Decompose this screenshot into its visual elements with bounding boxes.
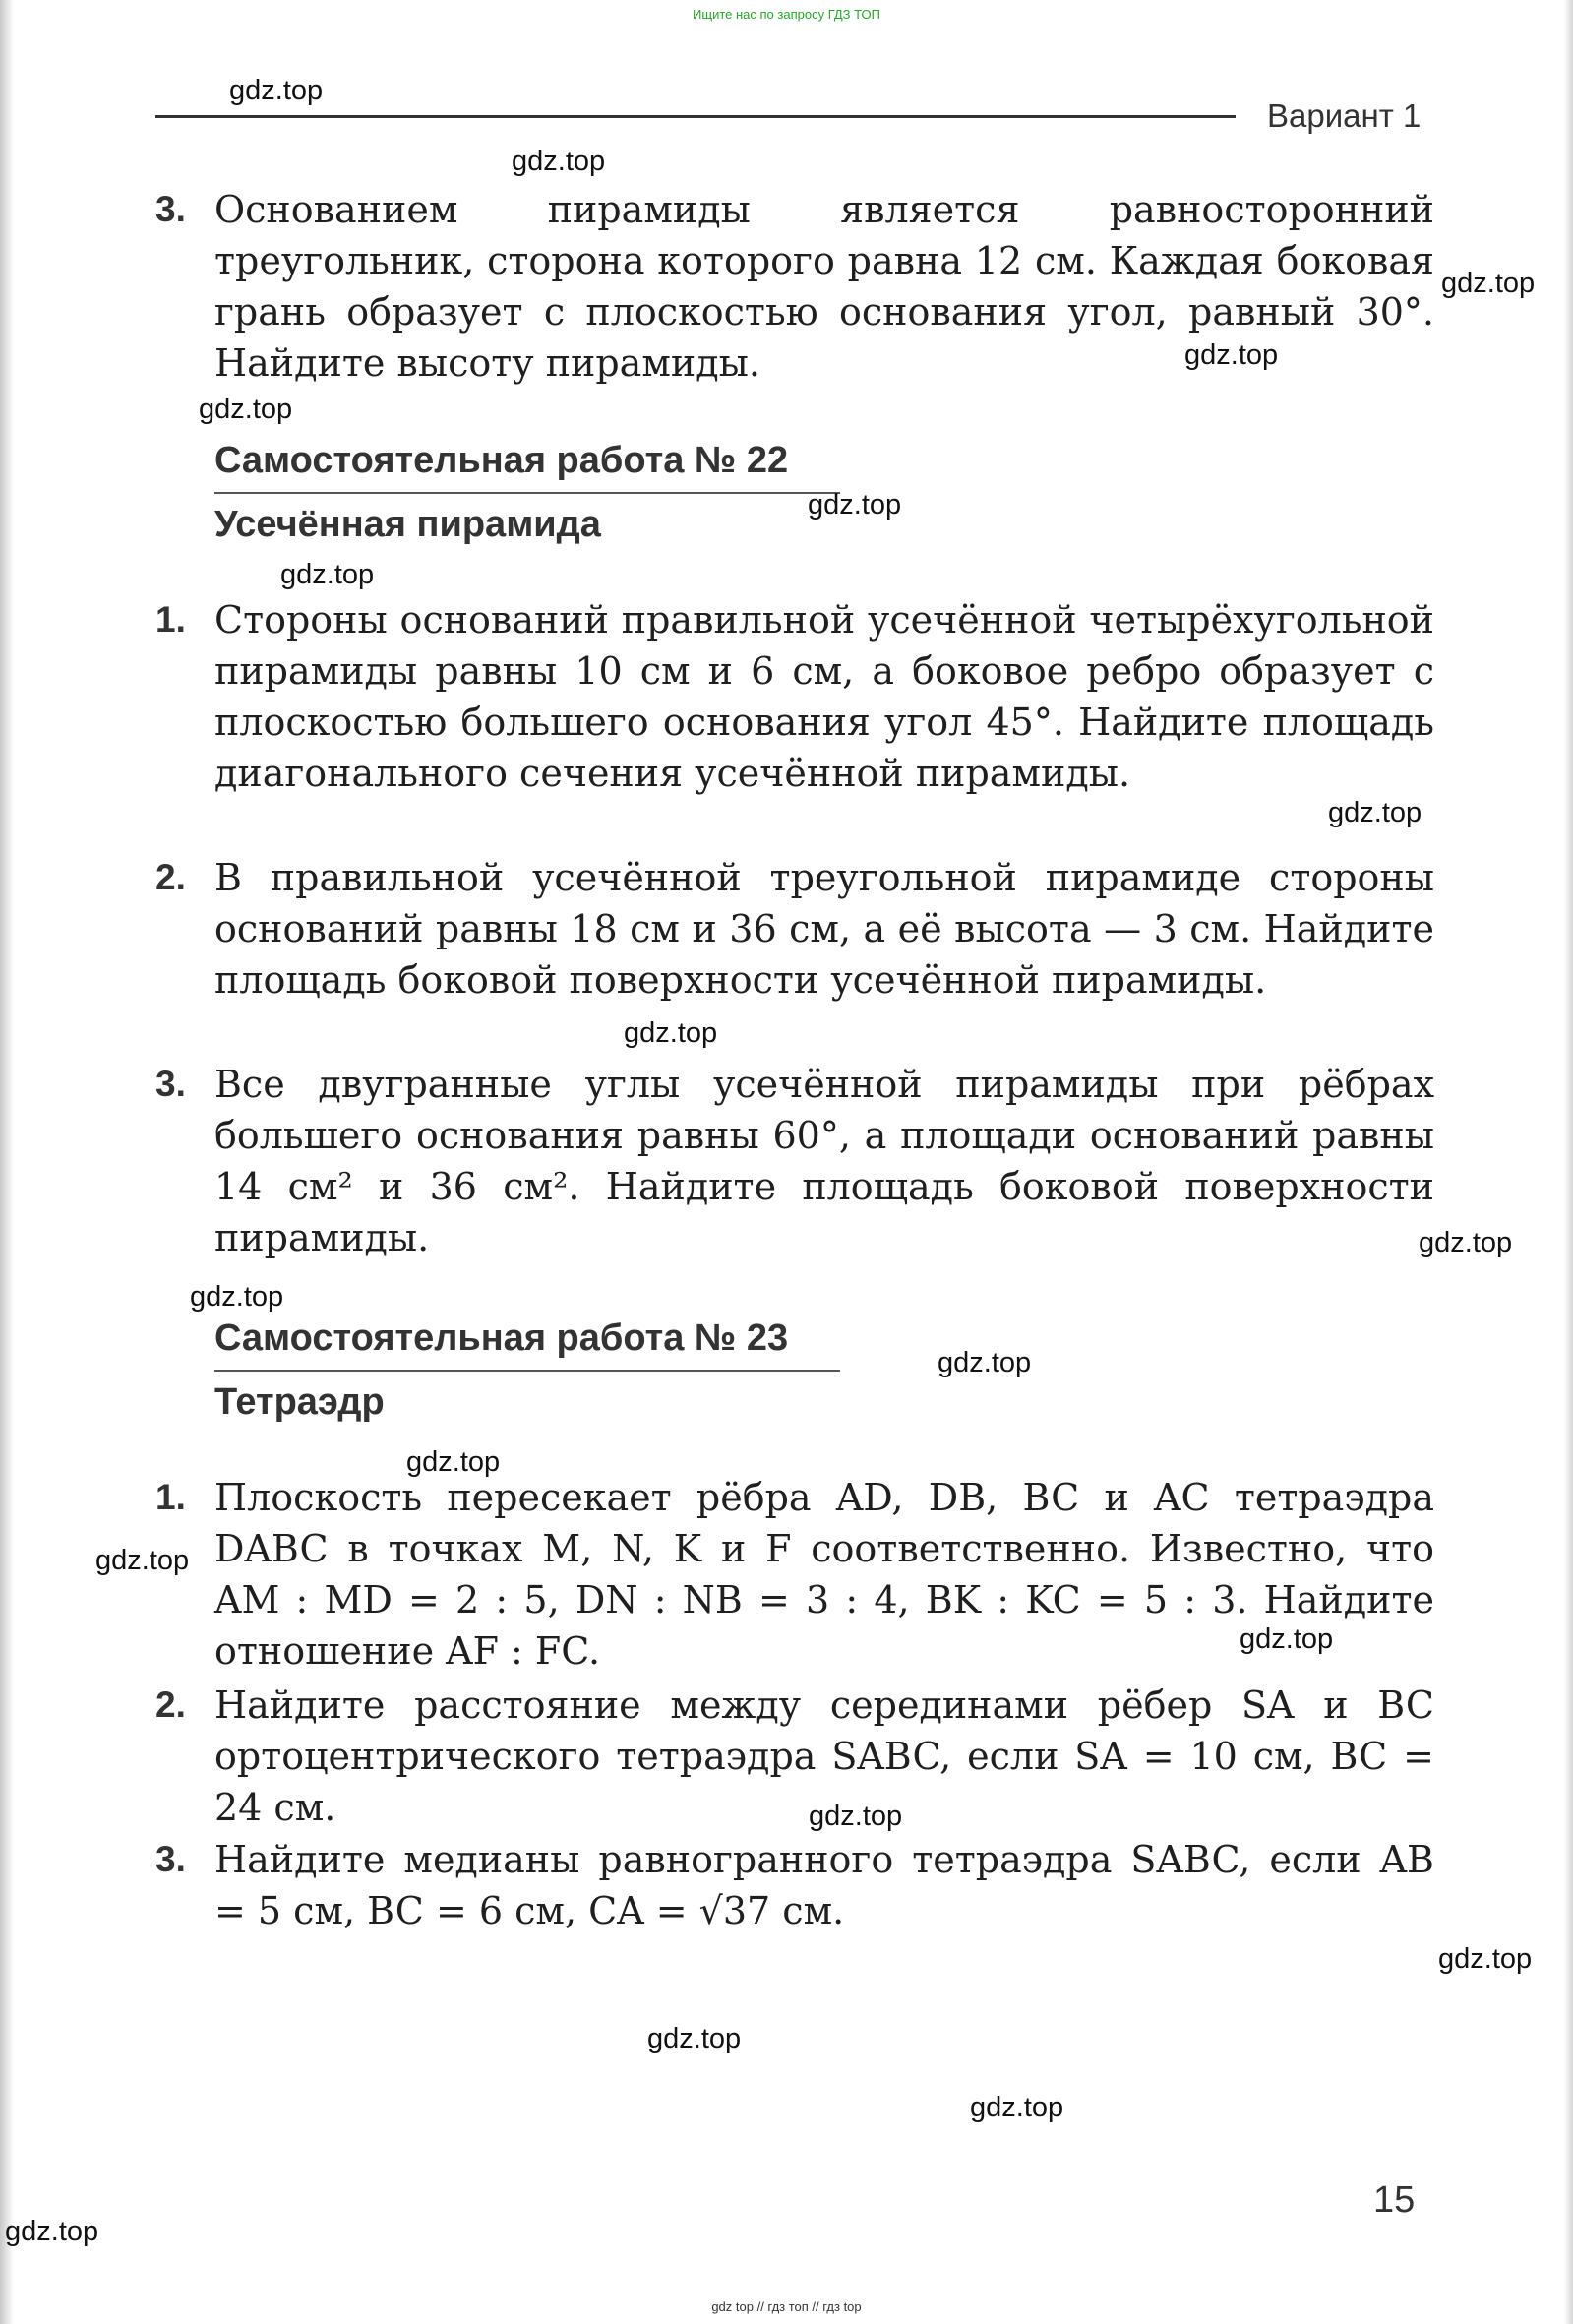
task-text: Основанием пирамиды является равносторонний треугольник, сторона которого равна 12 см. Каждая боковая грань образует с плоскостью основания угол, равный 30°. Найдите высоту пирамиды. bbox=[214, 188, 1434, 385]
watermark: gdz.top bbox=[808, 489, 902, 520]
watermark: gdz.top bbox=[95, 1545, 190, 1576]
variant-label: Вариант 1 bbox=[1267, 97, 1422, 134]
top-banner: Ищите нас по запросу ГДЗ ТОП bbox=[693, 7, 880, 22]
watermark: gdz.top bbox=[406, 1446, 501, 1478]
s22-task-2 bbox=[155, 852, 1434, 1006]
task-text: Найдите медианы равногранного тетраэдра SABC, если AB = 5 см, BC = 6 см, CA = √37 см. bbox=[214, 1838, 1434, 1932]
header-rule bbox=[155, 115, 1236, 118]
watermark: gdz.top bbox=[970, 2092, 1064, 2123]
section-22-topic: Усечённая пирамида bbox=[214, 504, 601, 545]
s22-task-1 bbox=[155, 594, 1434, 799]
watermark: gdz.top bbox=[190, 1281, 284, 1313]
task-number: 3. bbox=[155, 1064, 186, 1104]
task-number: 3. bbox=[155, 189, 186, 229]
watermark: gdz.top bbox=[280, 559, 375, 590]
task-number: 2. bbox=[155, 1684, 186, 1725]
bottom-banner: gdz top // гдз топ // гдз top bbox=[711, 2299, 862, 2314]
task-text: Стороны оснований правильной усечённой четырёхугольной пирамиды равны 10 см и 6 см, а боковое ребро образует с плоскостью большего основания угол 45°. Найдите площадь диагонального сечения усечённой пирамиды. bbox=[214, 598, 1434, 795]
watermark: gdz.top bbox=[1438, 1943, 1533, 1975]
watermark: gdz.top bbox=[1441, 268, 1536, 299]
watermark: gdz.top bbox=[624, 1017, 718, 1049]
task-number: 1. bbox=[155, 599, 186, 640]
section-23-rule bbox=[214, 1370, 840, 1372]
task-text: Все двугранные углы усечённой пирамиды при рёбрах большего основания равны 60°, а площади оснований равны 14 см² и 36 см². Найдите площадь боковой поверхности пирамиды. bbox=[214, 1063, 1434, 1259]
page-number: 15 bbox=[1373, 2179, 1416, 2221]
watermark: gdz.top bbox=[647, 2023, 742, 2054]
watermark: gdz.top bbox=[1419, 1227, 1513, 1258]
task-number: 3. bbox=[155, 1839, 186, 1879]
watermark: gdz.top bbox=[938, 1347, 1032, 1378]
section-23-title: Самостоятельная работа № 23 bbox=[214, 1317, 789, 1359]
s22-task-3 bbox=[155, 1059, 1434, 1263]
watermark: gdz.top bbox=[512, 146, 606, 177]
task-number: 1. bbox=[155, 1477, 186, 1517]
watermark: gdz.top bbox=[5, 2216, 99, 2247]
task-number: 2. bbox=[155, 857, 186, 897]
s23-task-2 bbox=[155, 1680, 1434, 1833]
s23-task-3 bbox=[155, 1834, 1434, 1936]
task-text: Найдите расстояние между серединами рёбер SA и BC ортоцентрического тетраэдра SABC, если SA = 10 см, BC = 24 см. bbox=[214, 1683, 1434, 1829]
section-23-topic: Тетраэдр bbox=[214, 1381, 385, 1423]
watermark: gdz.top bbox=[809, 1801, 903, 1832]
watermark: gdz.top bbox=[229, 75, 324, 106]
section-22-title: Самостоятельная работа № 22 bbox=[214, 440, 789, 481]
task-text: В правильной усечённой треугольной пирамиде стороны оснований равны 18 см и 36 см, а её высота — 3 см. Найдите площадь боковой поверхности усечённой пирамиды. bbox=[214, 856, 1434, 1002]
watermark: gdz.top bbox=[199, 394, 293, 425]
page-edge-shadow-right bbox=[1564, 0, 1573, 2324]
section-22-rule bbox=[214, 492, 840, 494]
watermark: gdz.top bbox=[1240, 1623, 1334, 1655]
watermark: gdz.top bbox=[1328, 797, 1422, 828]
watermark: gdz.top bbox=[1184, 339, 1279, 371]
task-text: Плоскость пересекает рёбра AD, DB, BC и AC тетраэдра DABC в точках M, N, K и F соответственно. Известно, что AM : MD = 2 : 5, DN : NB = 3 : 4, BK : KC = 5 : 3. Найдите отношение AF : FC. bbox=[214, 1476, 1434, 1673]
page-edge-shadow bbox=[0, 0, 14, 2324]
